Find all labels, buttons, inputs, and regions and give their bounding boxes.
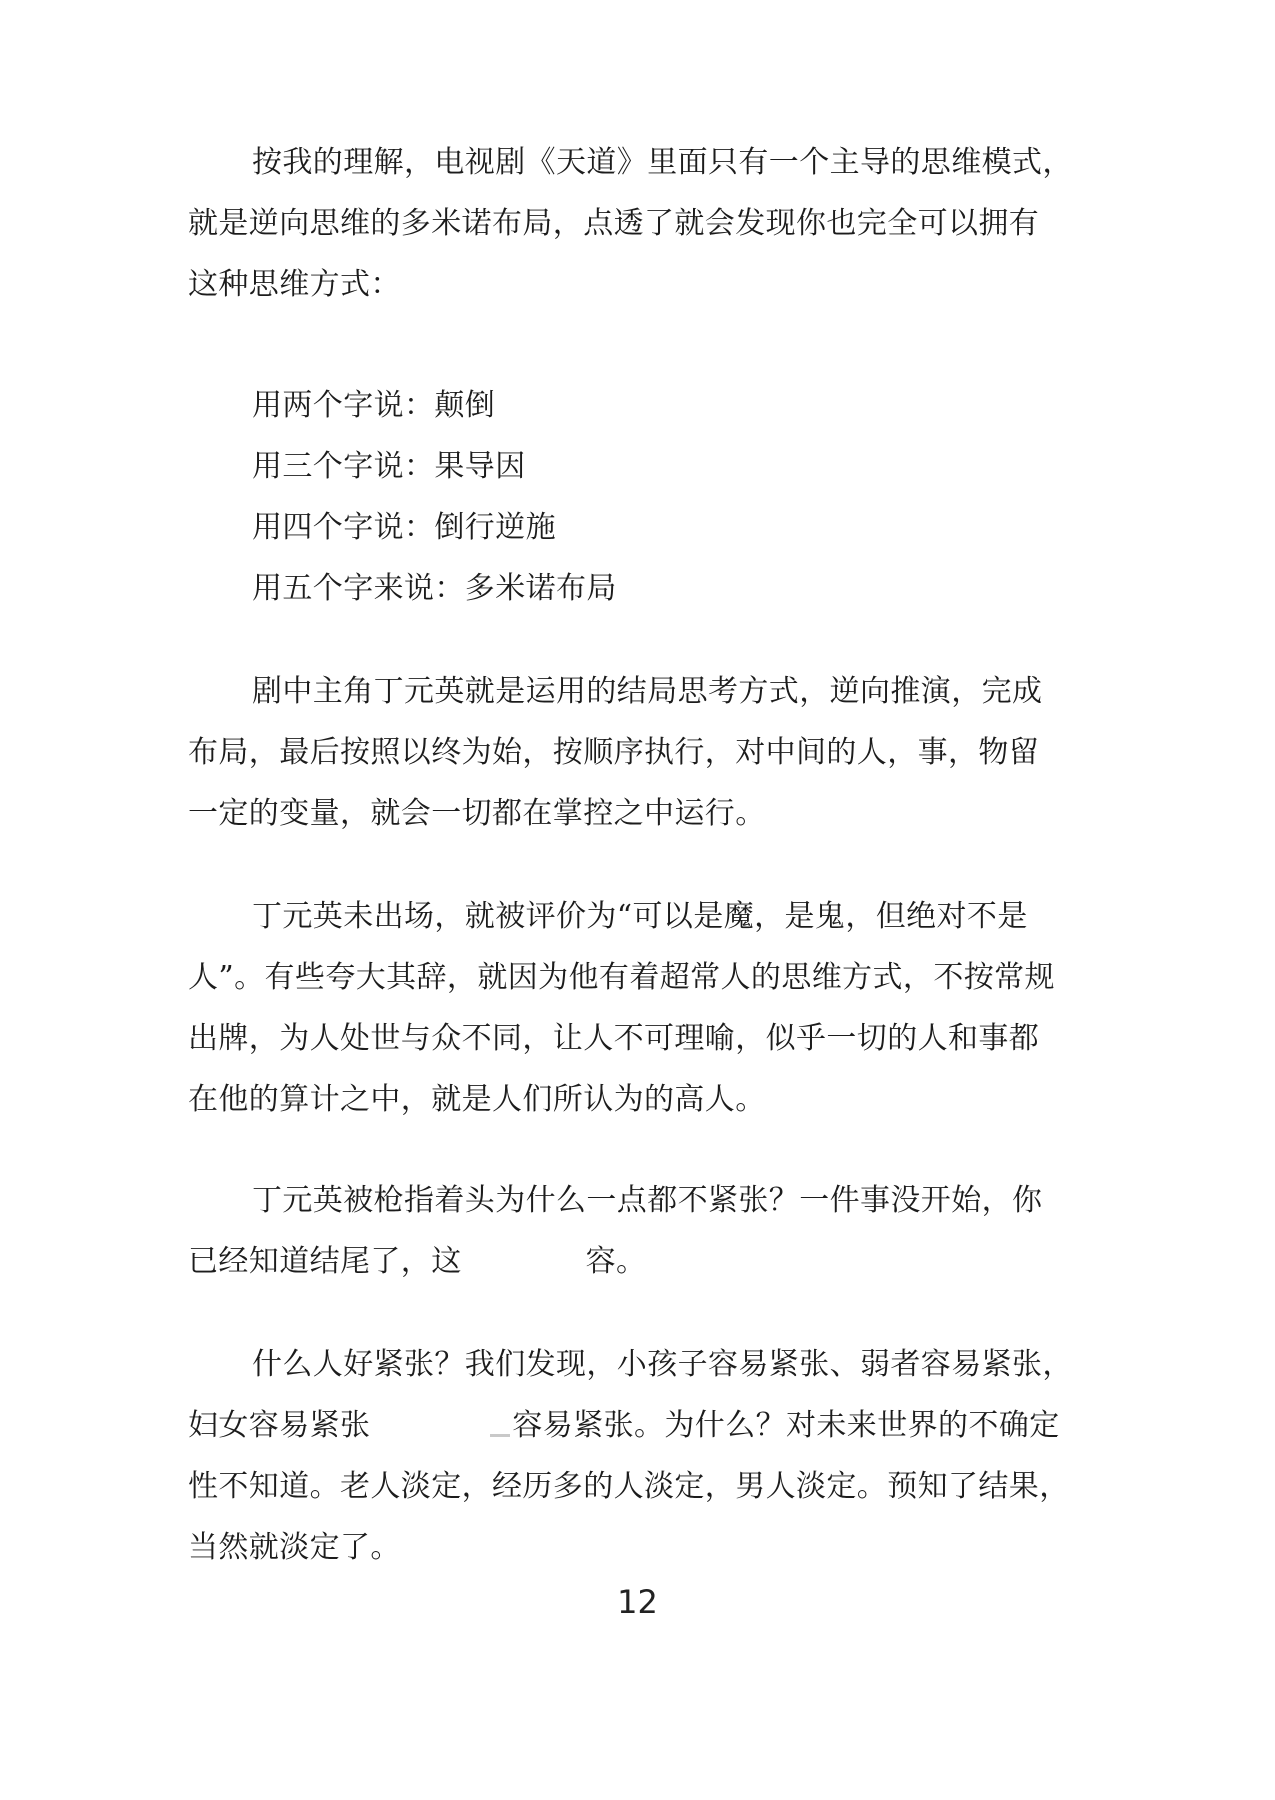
- paragraph-5-line-2: [188, 1242, 646, 1282]
- paragraph-6-line-1: 什么人好紧张？我们发现，小孩子容易紧张、弱者容易紧张，: [252, 1347, 1073, 1382]
- paragraph-5-line-2-left: 已经知道结尾了，这: [188, 1244, 462, 1279]
- list-item-three-chars: 用三个字说：果导因: [252, 449, 526, 484]
- paragraph-6-line-2-left: 妇女容易紧张: [188, 1408, 371, 1443]
- paragraph-4-line-1: 丁元英未出场，就被评价为“可以是魔，是鬼，但绝对不是: [252, 899, 1028, 934]
- paragraph-6-line-2-right: 容易紧张。为什么？对未来世界的不确定: [512, 1408, 1060, 1443]
- paragraph-1-line-3: 这种思维方式：: [188, 267, 401, 302]
- scan-smudge: [490, 1434, 510, 1437]
- paragraph-3-line-1: 剧中主角丁元英就是运用的结局思考方式，逆向推演，完成: [252, 674, 1043, 709]
- list-item-two-chars: 用两个字说：颠倒: [252, 388, 496, 423]
- list-item-five-chars: 用五个字来说：多米诺布局: [252, 571, 617, 606]
- page-number: 12: [617, 1583, 658, 1621]
- paragraph-3-line-3: 一定的变量，就会一切都在掌控之中运行。: [188, 796, 766, 831]
- paragraph-1-line-2: 就是逆向思维的多米诺布局，点透了就会发现你也完全可以拥有: [188, 206, 1040, 241]
- paragraph-5-line-2-right: 容。: [585, 1244, 647, 1279]
- paragraph-4-line-2: 人”。有些夸大其辞，就因为他有着超常人的思维方式，不按常规: [188, 960, 1055, 995]
- paragraph-4-line-4: 在他的算计之中，就是人们所认为的高人。: [188, 1082, 766, 1117]
- paragraph-4-line-3: 出牌，为人处世与众不同，让人不可理喻，似乎一切的人和事都: [188, 1021, 1040, 1056]
- paragraph-6-line-2: [188, 1406, 1060, 1446]
- list-item-four-chars: 用四个字说：倒行逆施: [252, 510, 556, 545]
- paragraph-6-line-4: 当然就淡定了。: [188, 1530, 401, 1565]
- paragraph-3-line-2: 布局，最后按照以终为始，按顺序执行，对中间的人，事，物留: [188, 735, 1040, 770]
- paragraph-1-line-1: 按我的理解，电视剧《天道》里面只有一个主导的思维模式，: [252, 145, 1073, 180]
- paragraph-5-line-1: 丁元英被枪指着头为什么一点都不紧张？一件事没开始，你: [252, 1183, 1043, 1218]
- paragraph-6-line-3: 性不知道。老人淡定，经历多的人淡定，男人淡定。预知了结果，: [188, 1469, 1070, 1504]
